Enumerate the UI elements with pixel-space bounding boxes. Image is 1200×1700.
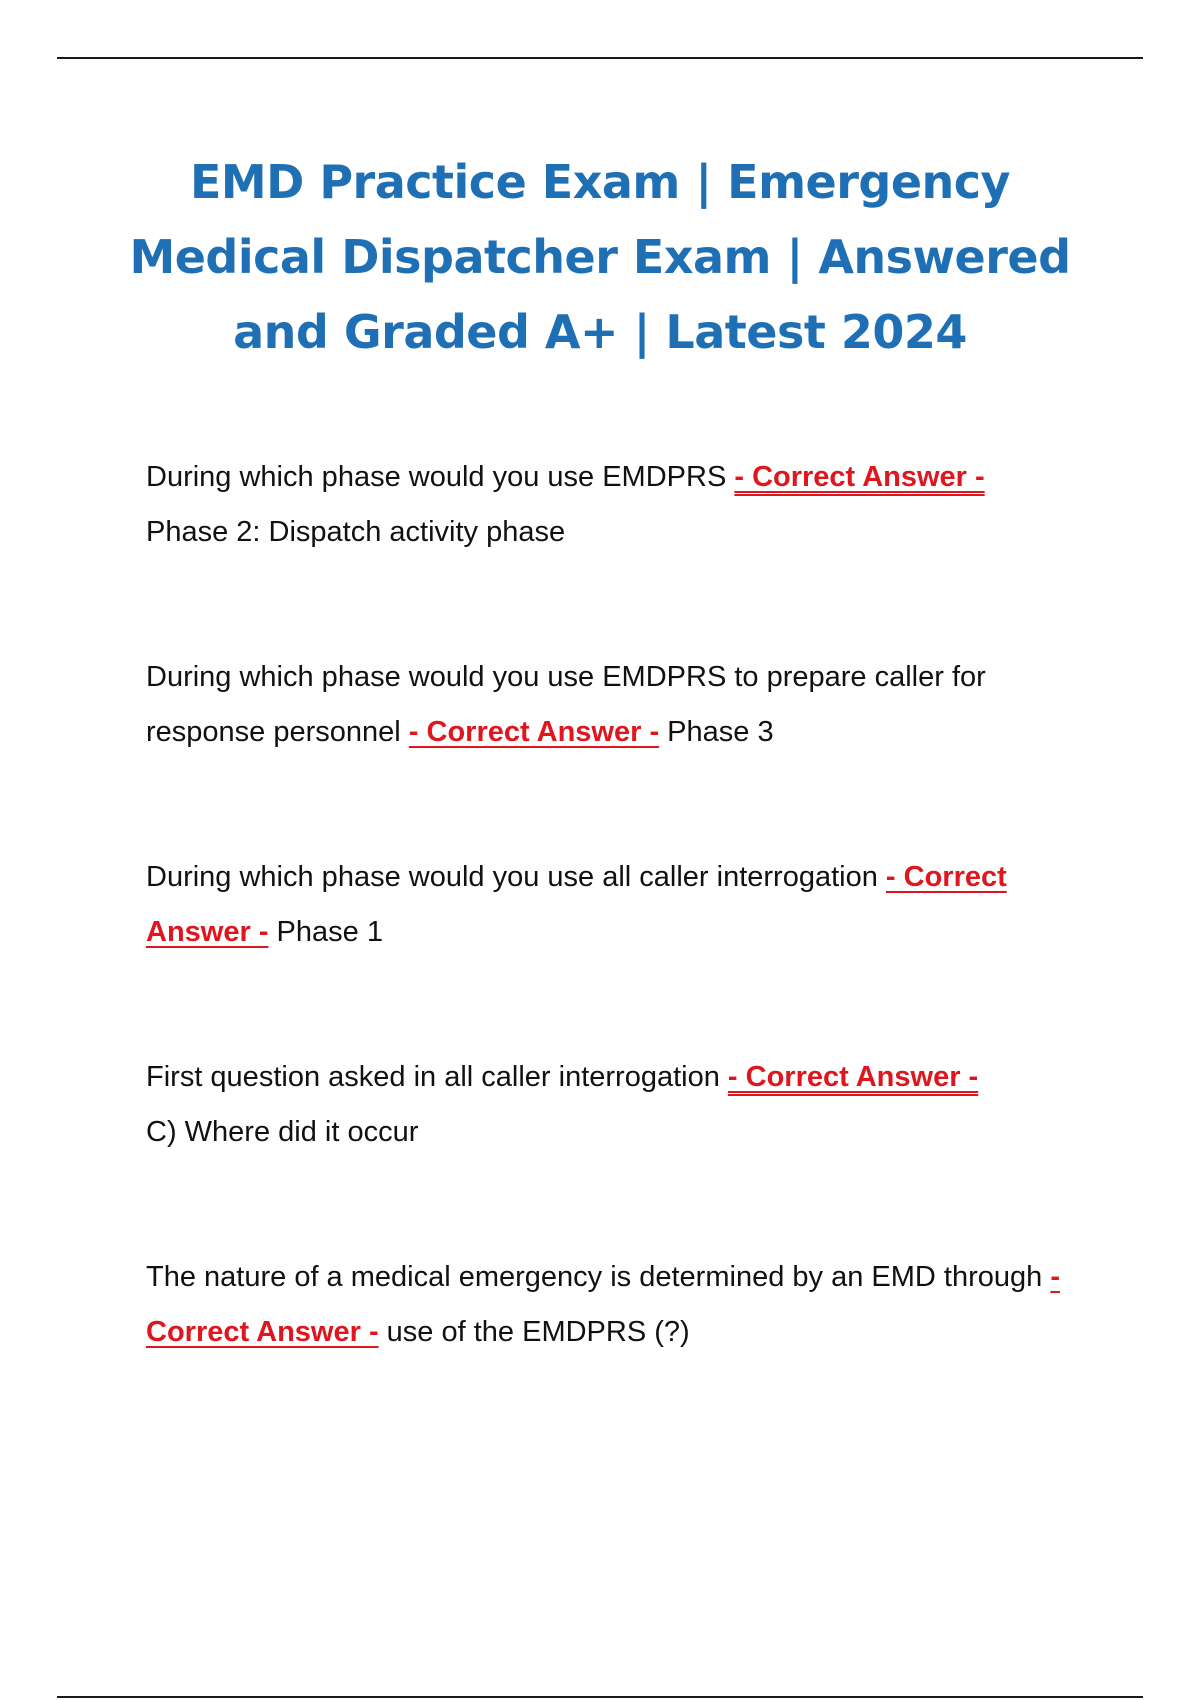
answer-text: C) Where did it occur <box>146 1116 419 1148</box>
correct-answer-marker: - Correct Answer - <box>727 1061 979 1093</box>
answer-text: Phase 3 <box>667 716 774 748</box>
document-title: EMD Practice Exam | Emergency Medical Dispatcher Exam | Answered and Graded A+ | Latest 2024 <box>129 155 1071 359</box>
correct-answer-marker: - Correct Answer - <box>146 1261 1060 1348</box>
qa-item <box>146 850 1096 960</box>
header-rule <box>57 57 1143 59</box>
qa-item <box>146 650 1096 760</box>
answer-text: Phase 1 <box>276 916 383 948</box>
footer-rule <box>57 1696 1143 1698</box>
correct-answer-marker: - Correct Answer - <box>734 461 985 493</box>
correct-answer-marker: - Correct Answer - <box>146 861 1007 948</box>
question-text: During which phase would you use EMDPRS to prepare caller for response personnel <box>146 661 986 748</box>
question-text: During which phase would you use all caller interrogation <box>146 861 878 893</box>
question-text: The nature of a medical emergency is determined by an EMD through <box>146 1261 1043 1293</box>
qa-item <box>146 450 1096 560</box>
qa-item <box>146 1050 1096 1160</box>
question-text: During which phase would you use EMDPRS <box>146 461 727 493</box>
answer-text: Phase 2: Dispatch activity phase <box>146 516 566 548</box>
question-text: First question asked in all caller interrogation <box>146 1061 720 1093</box>
qa-item <box>146 1250 1096 1360</box>
answer-text: use of the EMDPRS (?) <box>386 1316 690 1348</box>
correct-answer-marker: - Correct Answer - <box>408 716 660 748</box>
